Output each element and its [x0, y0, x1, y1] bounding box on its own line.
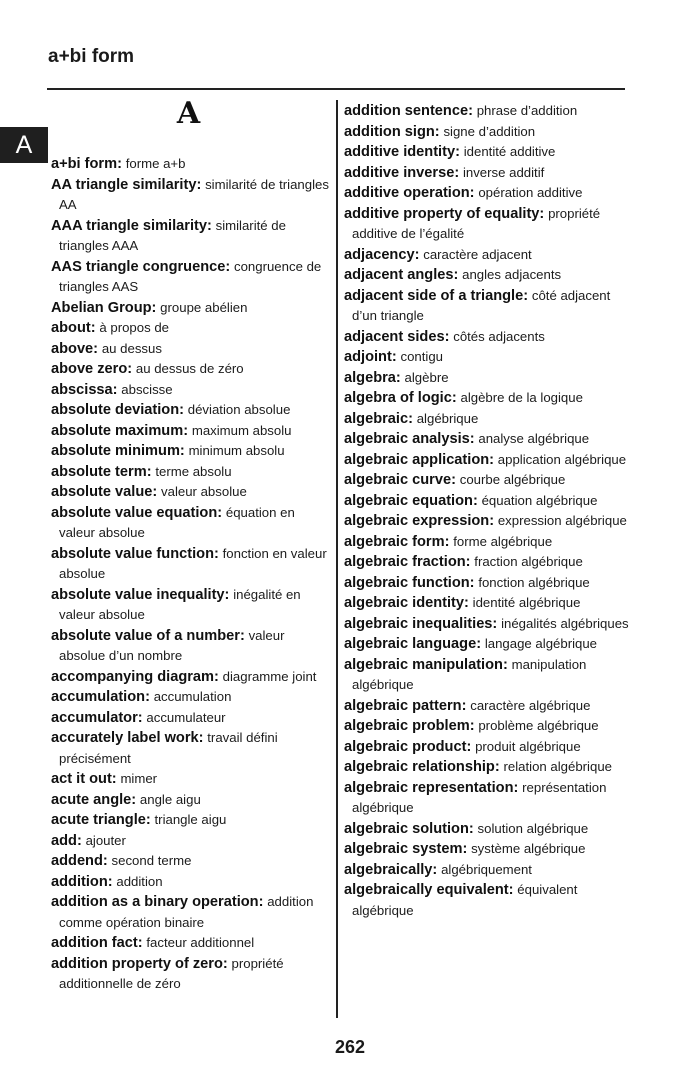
entry-translation: produit algébrique: [475, 738, 581, 754]
entry-term: algebra:: [344, 369, 401, 386]
glossary-entry: [344, 511, 629, 532]
entry-term: absolute value of a number:: [51, 627, 245, 644]
entry-term: algebraic inequalities:: [344, 615, 498, 632]
entry-term: absolute value:: [51, 484, 158, 500]
entry-term: algebraic solution:: [344, 820, 474, 837]
glossary-entry: [51, 154, 333, 175]
entry-term: algebraic problem:: [344, 718, 475, 734]
entry-translation: forme a+b: [125, 156, 186, 171]
entry-term: additive operation:: [344, 185, 475, 201]
entry-term: algebraic language:: [344, 636, 482, 652]
entry-term: additive property of equality:: [344, 205, 545, 222]
glossary-entry: [344, 819, 629, 840]
entry-translation: propriété additionnelle de zéro: [59, 955, 284, 991]
entry-translation: second terme: [111, 853, 192, 868]
glossary-entry: [344, 265, 629, 286]
entry-term: AAA triangle similarity:: [51, 217, 212, 234]
glossary-entry: [51, 359, 333, 380]
glossary-entry: [344, 163, 629, 184]
entry-term: addition sign:: [344, 123, 440, 140]
entry-term: algebraic representation:: [344, 779, 519, 796]
entry-translation: langage algébrique: [484, 636, 598, 651]
entry-translation: signe d’addition: [443, 123, 536, 139]
entry-term: algebra of logic:: [344, 390, 457, 406]
glossary-entry: [344, 573, 629, 594]
entry-translation: équation algébrique: [481, 492, 598, 508]
glossary-entry: [344, 101, 629, 122]
glossary-entry: [51, 482, 333, 503]
entry-translation: triangle aigu: [154, 812, 227, 827]
entry-translation: groupe abélien: [160, 299, 248, 315]
entry-translation: relation algébrique: [503, 759, 612, 774]
glossary-entry: [344, 860, 629, 881]
entry-translation: congruence de triangles AAS: [59, 258, 322, 294]
entry-translation: fonction algébrique: [478, 574, 590, 590]
entry-translation: contigu: [400, 349, 443, 364]
entry-term: absolute value inequality:: [51, 586, 230, 603]
entry-term: algebraic pattern:: [344, 697, 467, 714]
entry-term: add:: [51, 832, 82, 849]
entry-translation: ajouter: [85, 832, 126, 848]
entry-term: algebraic form:: [344, 533, 450, 550]
entry-term: absolute value function:: [51, 545, 219, 562]
entry-translation: courbe algébrique: [459, 472, 566, 487]
entry-term: Abelian Group:: [51, 299, 157, 316]
glossary-entry: [344, 614, 629, 635]
entry-translation: propriété additive de l’égalité: [352, 205, 601, 241]
glossary-entry: [51, 626, 333, 667]
entry-term: a+bi form:: [51, 156, 122, 172]
entry-translation: algébrique: [416, 410, 479, 426]
entry-term: absolute term:: [51, 463, 152, 480]
glossary-entry: [51, 954, 333, 995]
glossary-entry: [344, 839, 629, 860]
entry-term: algebraically:: [344, 861, 438, 878]
entry-translation: fonction en valeur absolue: [59, 545, 327, 581]
thumb-index-tab: A: [0, 127, 48, 163]
entry-term: addition:: [51, 873, 113, 890]
entry-translation: identité algébrique: [472, 595, 581, 610]
glossary-entry: [344, 634, 629, 655]
glossary-entry: [51, 667, 333, 688]
glossary-entry: [344, 655, 629, 696]
glossary-entry: [344, 757, 629, 778]
glossary-entry: [344, 368, 629, 389]
glossary-entry: [51, 708, 333, 729]
glossary-entry: [51, 216, 333, 257]
glossary-entry: [344, 880, 629, 921]
left-column: [51, 154, 333, 995]
entry-term: algebraic manipulation:: [344, 656, 508, 673]
glossary-entry: [51, 790, 333, 811]
glossary-entry: [51, 400, 333, 421]
entry-translation: identité additive: [463, 144, 556, 159]
entry-term: addition as a binary operation:: [51, 894, 264, 910]
glossary-entry: [344, 204, 629, 245]
entry-term: addition sentence:: [344, 103, 473, 119]
entry-term: algebraic equation:: [344, 492, 478, 509]
entry-translation: similarité de triangles AA: [59, 176, 329, 212]
glossary-entry: [51, 298, 333, 319]
entry-term: adjacent side of a triangle:: [344, 287, 529, 304]
glossary-entry: [344, 429, 629, 450]
entry-translation: algébriquement: [441, 861, 532, 877]
entry-term: about:: [51, 320, 96, 336]
entry-translation: expression algébrique: [497, 513, 627, 528]
glossary-entry: [344, 470, 629, 491]
entry-term: additive inverse:: [344, 164, 460, 181]
entry-translation: accumulateur: [146, 709, 226, 725]
entry-term: adjacency:: [344, 246, 420, 263]
entry-term: addend:: [51, 853, 108, 869]
glossary-entry: [344, 245, 629, 266]
right-column: [344, 101, 629, 921]
glossary-entry: [51, 810, 333, 831]
entry-term: additive identity:: [344, 144, 460, 160]
entry-translation: valeur absolue d’un nombre: [59, 627, 285, 663]
entry-term: acute triangle:: [51, 812, 151, 828]
glossary-entry: [344, 409, 629, 430]
entry-translation: addition comme opération binaire: [59, 894, 314, 930]
entry-term: algebraic fraction:: [344, 554, 471, 570]
glossary-entry: [51, 380, 333, 401]
glossary-entry: [344, 286, 629, 327]
entry-translation: fraction algébrique: [474, 554, 583, 569]
entry-translation: équivalent algébrique: [352, 882, 578, 918]
entry-translation: représentation algébrique: [352, 779, 607, 815]
entry-term: absolute deviation:: [51, 402, 184, 418]
glossary-entry: [344, 142, 629, 163]
entry-translation: au dessus de zéro: [135, 361, 244, 376]
entry-translation: phrase d’addition: [476, 103, 578, 118]
entry-translation: travail défini précisément: [59, 730, 278, 766]
glossary-entry: [51, 687, 333, 708]
entry-term: absolute value equation:: [51, 504, 223, 521]
entry-term: algebraic system:: [344, 841, 468, 857]
glossary-entry: [344, 183, 629, 204]
entry-translation: facteur additionnel: [146, 935, 255, 950]
entry-translation: équation en valeur absolue: [59, 504, 295, 540]
entry-term: accompanying diagram:: [51, 668, 219, 685]
glossary-entry: [344, 450, 629, 471]
entry-term: algebraic curve:: [344, 472, 456, 488]
glossary-entry: [51, 831, 333, 852]
glossary-entry: [344, 716, 629, 737]
entry-term: adjoint:: [344, 349, 397, 365]
page-number: 262: [334, 1037, 366, 1057]
column-divider: [336, 100, 338, 1018]
entry-translation: diagramme joint: [222, 668, 317, 684]
glossary-entry: [344, 327, 629, 348]
glossary-entry: [51, 462, 333, 483]
glossary-entry: [51, 503, 333, 544]
entry-term: above zero:: [51, 361, 133, 377]
entry-translation: inverse additif: [462, 164, 545, 180]
entry-term: accurately label work:: [51, 730, 204, 746]
entry-term: algebraic identity:: [344, 595, 469, 611]
entry-term: algebraic expression:: [344, 513, 495, 529]
entry-term: act it out:: [51, 771, 117, 787]
entry-term: AA triangle similarity:: [51, 176, 202, 193]
entry-translation: déviation absolue: [187, 402, 291, 417]
entry-term: absolute maximum:: [51, 422, 189, 439]
entry-translation: forme algébrique: [453, 533, 553, 549]
glossary-entry: [344, 737, 629, 758]
entry-translation: similarité de triangles AAA: [59, 217, 286, 253]
glossary-entry: [344, 552, 629, 573]
entry-term: algebraic relationship:: [344, 759, 500, 775]
entry-term: algebraic analysis:: [344, 431, 475, 447]
glossary-entry: [51, 339, 333, 360]
entry-translation: solution algébrique: [477, 820, 589, 836]
glossary-entry: [344, 388, 629, 409]
entry-translation: angles adjacents: [462, 267, 562, 282]
glossary-entry: [51, 175, 333, 216]
glossary-entry: [344, 696, 629, 717]
entry-translation: minimum absolu: [188, 443, 285, 458]
entry-translation: côté adjacent d’un triangle: [352, 287, 611, 323]
glossary-entry: [51, 544, 333, 585]
entry-term: algebraic function:: [344, 574, 475, 591]
entry-term: algebraic product:: [344, 738, 472, 755]
entry-translation: maximum absolu: [191, 422, 292, 438]
entry-term: acute angle:: [51, 791, 137, 808]
glossary-entry: [51, 585, 333, 626]
entry-translation: algèbre de la logique: [460, 390, 583, 405]
entry-translation: opération additive: [478, 185, 583, 200]
entry-translation: caractère adjacent: [423, 246, 532, 262]
section-letter-heading: A: [176, 96, 202, 131]
glossary-entry: [51, 728, 333, 769]
glossary-entry: [51, 421, 333, 442]
glossary-entry: [51, 851, 333, 872]
glossary-entry: [344, 532, 629, 553]
glossary-entry: [344, 593, 629, 614]
entry-translation: accumulation: [153, 689, 232, 704]
entry-term: above:: [51, 340, 99, 357]
entry-term: addition property of zero:: [51, 955, 228, 972]
entry-translation: caractère algébrique: [470, 697, 591, 713]
entry-translation: problème algébrique: [478, 718, 599, 733]
entry-translation: valeur absolue: [161, 484, 247, 499]
entry-translation: côtés adjacents: [453, 328, 545, 344]
header-rule: [47, 88, 625, 90]
glossary-entry: [51, 257, 333, 298]
entry-term: adjacent sides:: [344, 328, 450, 345]
entry-translation: inégalités algébriques: [501, 615, 629, 631]
entry-term: algebraic:: [344, 410, 413, 427]
entry-term: accumulator:: [51, 709, 143, 726]
entry-translation: manipulation algébrique: [352, 656, 587, 692]
glossary-entry: [51, 892, 333, 933]
entry-translation: terme absolu: [155, 463, 232, 479]
entry-translation: abscisse: [121, 381, 173, 397]
glossary-entry: [344, 491, 629, 512]
entry-translation: analyse algébrique: [478, 431, 590, 446]
entry-translation: au dessus: [101, 340, 162, 356]
entry-translation: algèbre: [404, 369, 449, 385]
glossary-entry: [344, 778, 629, 819]
entry-term: adjacent angles:: [344, 267, 459, 283]
entry-translation: système algébrique: [471, 841, 586, 856]
entry-translation: à propos de: [99, 320, 170, 335]
glossary-entry: [344, 122, 629, 143]
entry-translation: angle aigu: [139, 791, 201, 807]
glossary-entry: [51, 933, 333, 954]
entry-translation: mimer: [120, 771, 158, 786]
entry-term: algebraic application:: [344, 451, 495, 468]
glossary-entry: [51, 872, 333, 893]
glossary-entry: [344, 347, 629, 368]
entry-term: abscissa:: [51, 381, 118, 398]
entry-term: addition fact:: [51, 935, 143, 951]
glossary-entry: [51, 769, 333, 790]
glossary-entry: [51, 318, 333, 339]
glossary-entry: [51, 441, 333, 462]
entry-term: absolute minimum:: [51, 443, 185, 459]
entry-translation: inégalité en valeur absolue: [59, 586, 301, 622]
entry-term: algebraically equivalent:: [344, 882, 514, 898]
entry-translation: application algébrique: [497, 451, 627, 467]
entry-term: AAS triangle congruence:: [51, 258, 231, 275]
running-head: a+bi form: [48, 46, 135, 67]
entry-translation: addition: [116, 873, 163, 889]
entry-term: accumulation:: [51, 689, 150, 705]
